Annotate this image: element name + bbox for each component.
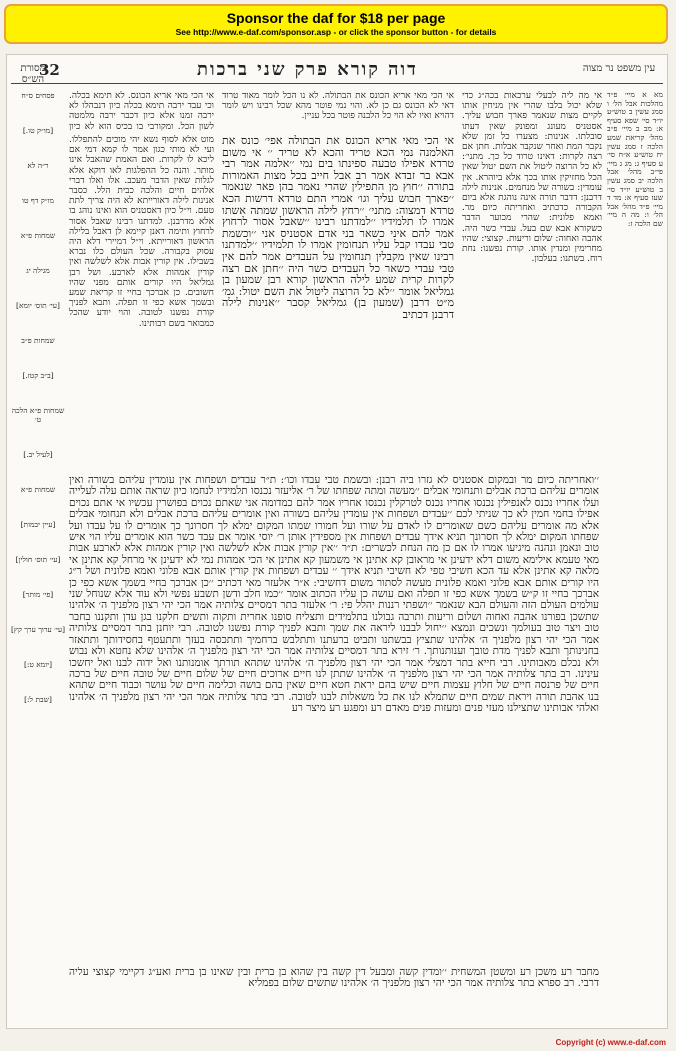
gemara-full-width-text: ׳׳ואחריתה כיום מר ובמקום אסטניס לא גזרו ביה רבנן: ובשמת טבי עבדו וכו׳: ת״ר עבדים ושפחות אין עומדין עליהם בשורה ואין אומרים עליהם ברכת אבלים ותנחומי אבלים ׳׳מעשה ומתה שפחתו של ר׳ אליעזר נכנסו תלמידיו לנחמו כיון שראה אותם עלה לעלייה ועלו אחריו נכנס לאנפילין נכנסו אחריו נכנס לטרקלין נכנסו אחריו אמר להם כמדומה אני שאתם נכוים בפושרין עכשיו אי אתם נכוים אפילו בחמי חמין לא כך שניתי לכם ׳׳עבדים ושפחות אין עומדין עליהם בשורה ואין אומרים עליהם ברכת אבלים ולא תנחומי אבלים אלא מה אומרים עליהם כשם שאומרים לו לאדם על שורו ועל חמורו שמתו המקום ימלא לך חסרונך כך אומרים לו על עבדו ועל שפחתו המקום ימלא לך חסרונך תניא אידך עבדים ושפחות אין מספידין אותן ר׳ יוסי אומר אם עבד כשר הוא אומרים עליו הוי איש טוב ונאמן ונהנה מיגיעו אמרו לו אם כן מה הנחת לכשרים: ת״ר ׳׳אין קורין אבות אלא לשלשה ואין קורין אמהות אלא לארבע אבות מאי טעמא אילימא משום דלא ידעינן אי מראובן קא אתינן אי משמעון קא אתינן אי הכי אמהות נמי לא ידעינן אי מרחל קא אתינן אי מלאה קא אתינן אלא עד הכא חשיבי טפי לא חשיבי תניא אידך ׳׳ עבדים ושפחות אין קורין אותם אבא פלוני ואמא פלונית ושל ר״ג היו קורים אותם אבא פלוני ואמא פלונית מעשה לסתור משום דחשיבי: א״ר אלעזר מאי דכתיב ׳׳כן אברכך בחיי בשמך אשא כפי כן אברכך בחיי זו ק״ש בשמך אשא כפי זו תפלה ואם עושה כן עליו הכתוב אומר ׳׳כמו חלב ודשן תשבע נפשי ולא עוד אלא שנוחל שני עולמים העולם הזה והעולם הבא שנאמר ׳׳ושפתי רננות יהלל פי: ר׳ אלעזר בתר דמסיים צלותיה אמר הכי יהי רצון מלפניך ה׳ אלהינו שתשכן בפורנו אהבה ואחוה ושלום וריעות ותרבה גבולנו בתלמידים ותצליח סופנו אחרית ותקוה ותשים חלקנו בגן עדן ותקננו בחבר טוב ויצר טוב בעולמך ונשכים ונמצא ׳׳יחול לבבנו ליראה את שמך ותבא לפניך קורת נפשנו לטובה. רבי יוחנן בתר דמסיים צלותיה אמר הכי יהי רצון מלפניך ה׳ אלהינו שתציץ בבשתנו ותביט ברעתנו ותתלבש ברחמיך ותתכסה בעזך ותתעטף בחסידותך ותתאזר בחנינותך ותבא לפניך מדת טובך וענותנותך. ר׳ זירא בתר דמסיים צלותיה אמר הכי יהי רצון מלפניך ה׳ אלהינו שלא נחטא ולא נבוש ולא נכלם מאבותינו. רבי חייא בתר דמצלי אמר הכי יהי רצון מלפניך ה׳ אלהינו שתהא תורתך אומנותנו ואל ידוה לבנו ואל יחשכו עינינו. רב בתר צלותיה אמר הכי יהי רצון מלפניך ה׳ אלהינו שתתן לנו חיים ארוכים חיים של שלום חיים של טובה חיים של ברכה חיים של פרנסה חיים של חלוץ עצמות חיים שיש בהם יראת חטא חיים שאין בהם בושה וכלימה חיים של עושר וכבוד חיים שתהא בנו אהבת תורה ויראת שמים חיים שתמלא לנו את כל משאלות לבנו לטובה. רבי בתר צלותיה אמר הכי יהי רצון מלפניך ה׳ אלהינו ואלהי אבותינו שתצילנו מעזי פנים ומעזות פנים מאדם רע ומפגע רע מיצר רע: [69, 475, 599, 715]
page-title: דוה קורא פרק שני ברכות: [197, 59, 418, 80]
masoret-note: מו״ק דף טו: [22, 196, 54, 205]
masoret-note: [מו״ק טו.]: [22, 126, 54, 135]
masoret-note: שמחות פ״ב: [21, 336, 55, 345]
sponsor-banner[interactable]: [4, 4, 668, 44]
masoret-note: שמחות פ״א: [20, 485, 56, 494]
page-number: 32: [39, 61, 60, 79]
masoret-hashas-column: [11, 91, 65, 991]
masoret-label: מסורת הש״ס: [20, 63, 46, 85]
masoret-note: [לעיל יב.]: [23, 450, 53, 459]
masoret-note: [עי׳ תוס׳ יומא]: [16, 301, 60, 310]
masoret-note: שמחות פ״א הלכה ט׳: [11, 406, 65, 424]
tosafot-top-left: אי הכי מאי אריא הכונס. לא תימא בכלה. וכי עבד ירבה תימא בכלה כיון דנבהלו לא ירבה זמנו אלא כיון דכבר ירבה מלמטה לשון הכל. ומקורבי בו בכיס הוא לא כיון: [69, 91, 214, 131]
talmud-page: [6, 54, 668, 1029]
masoret-note: [עיין יבמות]: [20, 520, 56, 529]
copyright-link[interactable]: Copyright (c) www.e-daf.com: [555, 1038, 666, 1047]
rashi-commentary: אי מה ליה לבעלי ערכאות בכה״ג כדי שלא יכול בלבו שהרי אין מניחין אותו לקיים מצות שנאמר פארך חבוש עליך. אסטניס מעונג ומפונק שאין דעתו סובלתו. אנינות: מצערו כל זמן שלא נקבר המת ואחר שנקבר אבלות. חתן אם רצה לקרות: דאינו טרוד כל כך. מתני׳: לא כל הרוצה ליטול את השם יטול שאין הכל מחזיקין אותו בכך אלא ביוהרא. אין עומדין: בשורה של מנחמים. אנינות לילה דרבנן: דדבר תורה אינה נוהגת אלא ביום הקבורה כדכתיב ואחריתה כיום מר. ואמא פלונית: שהרי מכוער הדבר כשקורא אבא שם בעל. עבדי כשר היה. אהבה ואחוה: שלום וריעות. קצוצי: שהיו מחרימין ומנדין אותו. קורת נפשנו: נחת רוח. בשתנו: בעלבון.: [462, 91, 602, 265]
sponsor-details: See http://www.e-daf.com/sponsor.asp - or click the sponsor button - for details: [175, 27, 497, 37]
masoret-note: מגילה יג: [26, 266, 50, 275]
sponsor-title: Sponsor the daf for $18 per page: [226, 10, 446, 26]
masoret-note: ר״ה לא: [27, 161, 49, 170]
ein-mishpat-label: עין משפט נר מצוה: [582, 63, 656, 74]
page-header: [7, 61, 667, 83]
gemara-main-text: אי הכי מאי אריא הכונס את הבתולה אפי׳ כונס את האלמנה נמי הכא טריד והכא לא טריד ׳׳ אי משום טרדא אפילו טבעה ספינתו בים נמי ׳׳אלמה אמר רבי אבא בר זבדא אמר רב אבל חייב בכל מצות האמורות בתורה ׳׳חוץ מן התפילין שהרי נאמר בהן פאר שנאמר ׳׳פארך חבוש עליך וגו׳ אמרי התם טרדא דרשות הכא טרדא דמצוה: מתני׳ ׳׳רחץ לילה הראשון שמתה אשתו אמרו לו תלמידיו ׳׳למדתנו רבינו ׳׳שאבל אסור לרחוץ אמר להם איני כשאר בני אדם אסטניס אני ׳׳וכשמת טבי עבדו קבל עליו תנחומין אמרו לו תלמידיו ׳׳למדתנו רבינו שאין מקבלין תנחומין על העבדים אמר להם אין טבי עבדי כשאר כל העבדים כשר היה ׳׳חתן אם רצה לקרות קרית שמע לילה הראשון קורא רבן שמעון בן גמליאל אומר ׳׳לא כל הרוצה ליטול את השם יטול: גמ׳ מ״ט דרבן (שמעון בן) גמליאל קסבר ׳׳אנינות לילה דרבנן דכתיב: [222, 135, 454, 321]
ein-mishpat-column: מא א מיי׳ פ״ד מהלכות אבל הל׳ ו סמג עשין ב טוש״ע יו״ד סי׳ שפא סעיף א: מב ב מיי׳ פ״ב מהל׳ קריאת שמע הלכה ז סמג עשין יח טוש״ע א״ח סי׳ ע סעיף ג: מג ג מיי׳ פי״ב מהל׳ אבל הלכה יב סמג עשין ב טוש״ע יו״ד סי׳ שעז סעיף א: מד ד מיי׳ פ״ד מהל׳ אבל הל׳ ו: מה ה מיי׳ שם הלכה ז:: [607, 91, 663, 228]
masoret-note: [פי׳ מותר]: [22, 590, 54, 599]
masoret-note: פסחים ס״ח: [21, 91, 55, 100]
masoret-note: [שבת ל:]: [24, 695, 52, 704]
gemara-bottom-text: מחבר רע משכן רע ומשטן המשחית ׳׳ומדין קשה ומבעל דין קשה בין שהוא בן ברית ובין שאינו בן ברית ואע״ג דקיימי קצוצי עליה דרבי. רב ספרא בתר צלותיה אמר הכי יהי רצון מלפניך ה׳ אלהינו שתשים שלום בפמליא: [69, 967, 599, 990]
tosafot-top-center: אי הכי מאי אריא הכונס את הבתולה. לא נו הכל לומר מאוד טרוד דאי לא הכונס גם כן לא. והוי נמי פוטר מהא שכל רבינו ויש לומר דהויא ואיו לא הוי כל הלבנה פוטר בכל עניין.: [222, 91, 454, 122]
masoret-note: [ב״ב קטז.]: [22, 371, 54, 380]
header-divider: [11, 83, 663, 84]
masoret-note: [עי׳ ערוך ערך קץ]: [11, 625, 65, 634]
masoret-note: שמחות פ״א: [20, 231, 56, 240]
masoret-note: [יומא ט:]: [23, 660, 53, 669]
masoret-note: [עי׳ תוס׳ חולין]: [15, 555, 61, 564]
tosafot-commentary: מוט אלא לסוף נשא יהי מוכים להתפללו. ועי לא מותי כגון אמר לו קמא דמי אם ליכא לו לקרות. ואם האמת שהאבל אינו מותר. והנה כל ההפלגות לאו דוקא אלא לגלות שאין הדבר מעכב. אלו ואלו דברי אלהים חיים והלכה כבית הלל. כסבר אנינות לילה דאורייתא לא היה צריך לתת טעם. וי״ל כיון דאסטניס הוא ואינו נוהג בו אלא מדרבנן. למדתנו רבינו שאבל אסור לרחוץ ותימה דאנן קיימא לן דאבל בלילה הראשון דאורייתא. וי״ל דמיירי דלא היה עסוק בקבורה. שכל העולם כלו נברא בשבילו. אין קורין אבות אלא לשלשה ואין קורין אמהות אלא לארבע. ושל רבן גמליאל היו קורים אותם מפני שהיו חשובים. כן אברכך בחיי זו קריאת שמע ובשמך אשא כפי זו תפלה. ותבא לפניך קורת נפשנו לטובה. והוי יודע שהכל כמבואר בשם רבותינו.: [69, 135, 214, 329]
